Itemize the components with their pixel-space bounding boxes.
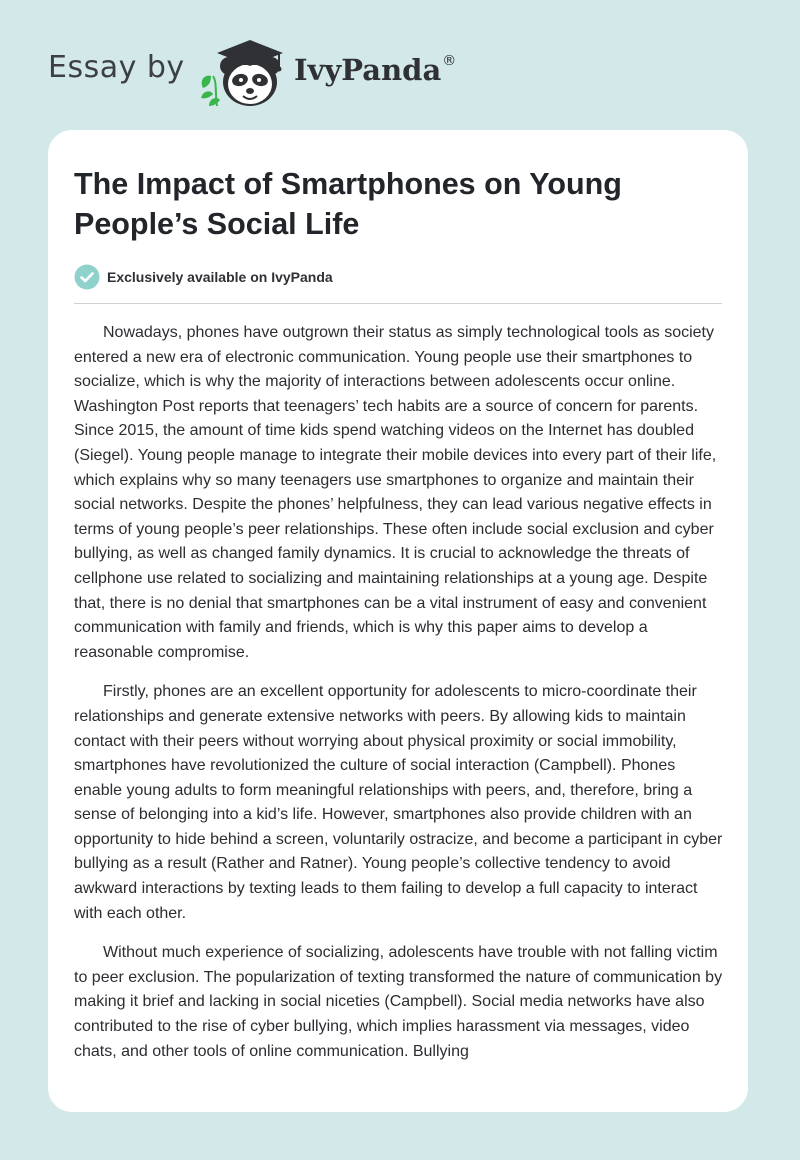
paragraph: Without much experience of socializing, adolescents have trouble with not falling victim to peer exclusion. The popularization of texting transformed the nature of communication by making it brief and lacking in social niceties (Campbell). Social media networks have also contributed to the rise of cyber bullying, which implies harassment via messages, video chats, and other tools of online communication. Bullying — [74, 944, 723, 1060]
registered-mark: ® — [442, 53, 457, 70]
brand-name-text: IvyPanda — [294, 53, 442, 87]
essay-body — [74, 321, 724, 1079]
essay-card — [48, 130, 748, 1112]
paragraph: Firstly, phones are an excellent opportunity for adolescents to micro-coordinate their relationships and generate extensive networks with peers. By allowing kids to maintain contact with their peers without worrying about physical proximity or social immobility, smartphones have revolutionized the culture of social interaction (Campbell). Phones enable young adults to form meaningful relationships with peers, and, therefore, bring a sense of belonging into a kid’s life. However, smartphones also provide children with an opportunity to hide behind a screen, voluntarily ostracize, and become a participant in cyber bullying as a result (Rather and Ratner). Young people’s collective tendency to avoid awkward interactions by texting leads to them failing to develop a full capacity to interact with each other. — [74, 683, 723, 922]
exclusive-badge — [74, 264, 333, 290]
exclusive-label: Exclusively available on IvyPanda — [107, 269, 333, 285]
site-header — [0, 0, 800, 130]
divider — [74, 303, 722, 304]
check-circle-icon — [74, 264, 100, 290]
paragraph: Nowadays, phones have outgrown their status as simply technological tools as society entered a new era of electronic communication. Young people use their smartphones to socialize, which is why the majority of interactions between adolescents occur online. Washington Post reports that teenagers’ tech habits are a source of concern for parents. Since 2015, the amount of time kids spend watching videos on the Internet has doubled (Siegel). Young people manage to integrate their mobile devices into every part of their life, which explains why so many teenagers use smartphones to organize and maintain their social networks. Despite the phones’ helpfulness, they can lead various negative effects in terms of young people’s peer relationships. These often include social exclusion and cyber bullying, as well as changed family dynamics. It is crucial to acknowledge the threats of cellphone use related to socializing and maintaining relationships at a young age. Despite that, there is no denial that smartphones can be a vital instrument of easy and convenient communication with family and friends, which is why this paper aims to develop a reasonable compromise. — [74, 324, 717, 661]
panda-logo-icon[interactable] — [199, 36, 299, 110]
essay-by-label: Essay by — [48, 50, 185, 85]
brand-name[interactable] — [294, 53, 456, 87]
page-title: The Impact of Smartphones on Young People’s Social Life — [74, 167, 622, 241]
